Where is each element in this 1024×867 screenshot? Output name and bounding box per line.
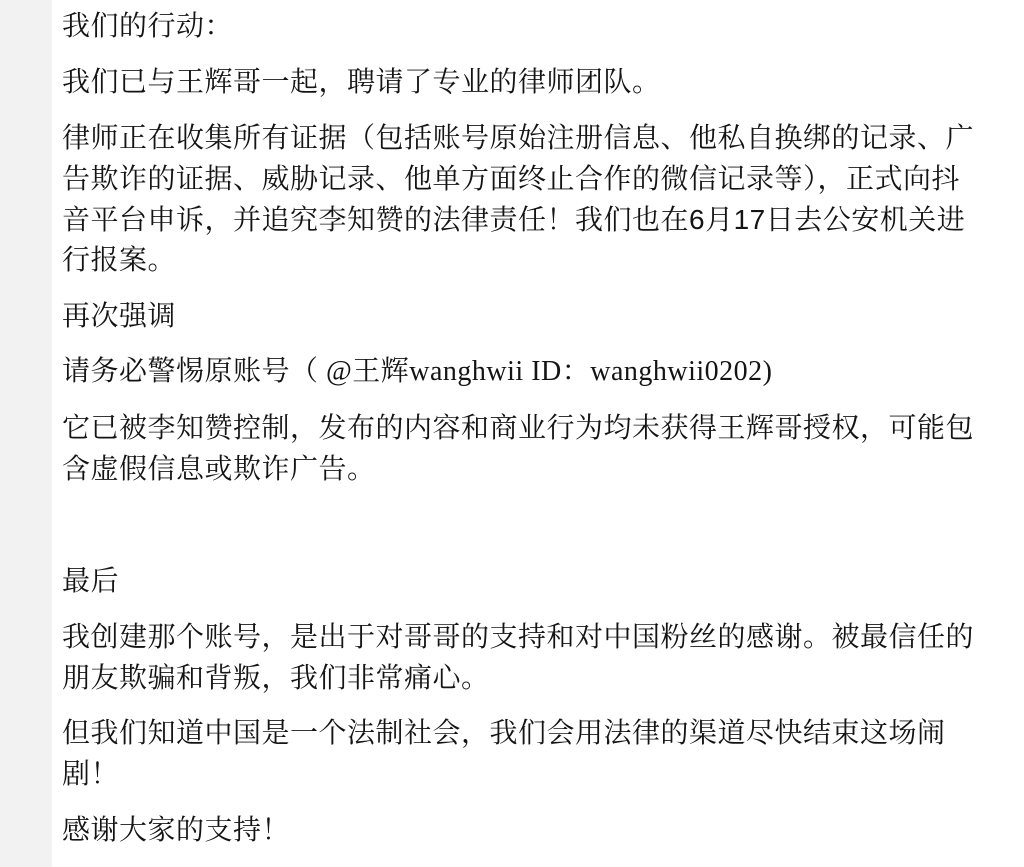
paragraph-hired-lawyers: 我们已与王辉哥一起，聘请了专业的律师团队。 <box>62 65 661 97</box>
paragraph-evidence-collection: 律师正在收集所有证据（包括账号原始注册信息、他私自换绑的记录、广告欺诈的证据、威胁记录、他单方面终止合作的微信记录等），正式向抖音平台申诉，并追究李知赞的法律责任！我们也在6月17日去公安机关进行报案。 <box>62 121 975 276</box>
paragraph-beware-account: 请务必警惕原账号（ @王辉wanghwii ID：wanghwii0202) <box>62 356 773 388</box>
paragraph-created-account: 我创建那个账号，是出于对哥哥的支持和对中国粉丝的感谢。被最信任的朋友欺骗和背叛，我们非常痛心。 <box>62 620 975 693</box>
left-margin-strip <box>0 0 52 867</box>
paragraph-rule-of-law: 但我们知道中国是一个法制社会，我们会用法律的渠道尽快结束这场闹剧！ <box>62 717 946 790</box>
paragraph-controlled-by: 它已被李知赞控制，发布的内容和商业行为均未获得王辉哥授权，可能包含虚假信息或欺诈广告。 <box>62 412 975 484</box>
paragraph-thanks: 感谢大家的支持！ <box>62 814 291 846</box>
heading-finally: 最后 <box>62 564 120 596</box>
heading-emphasize-again: 再次强调 <box>62 300 177 332</box>
document-body <box>62 6 982 866</box>
section-spacer <box>62 505 982 561</box>
heading-our-actions: 我们的行动： <box>62 10 234 41</box>
